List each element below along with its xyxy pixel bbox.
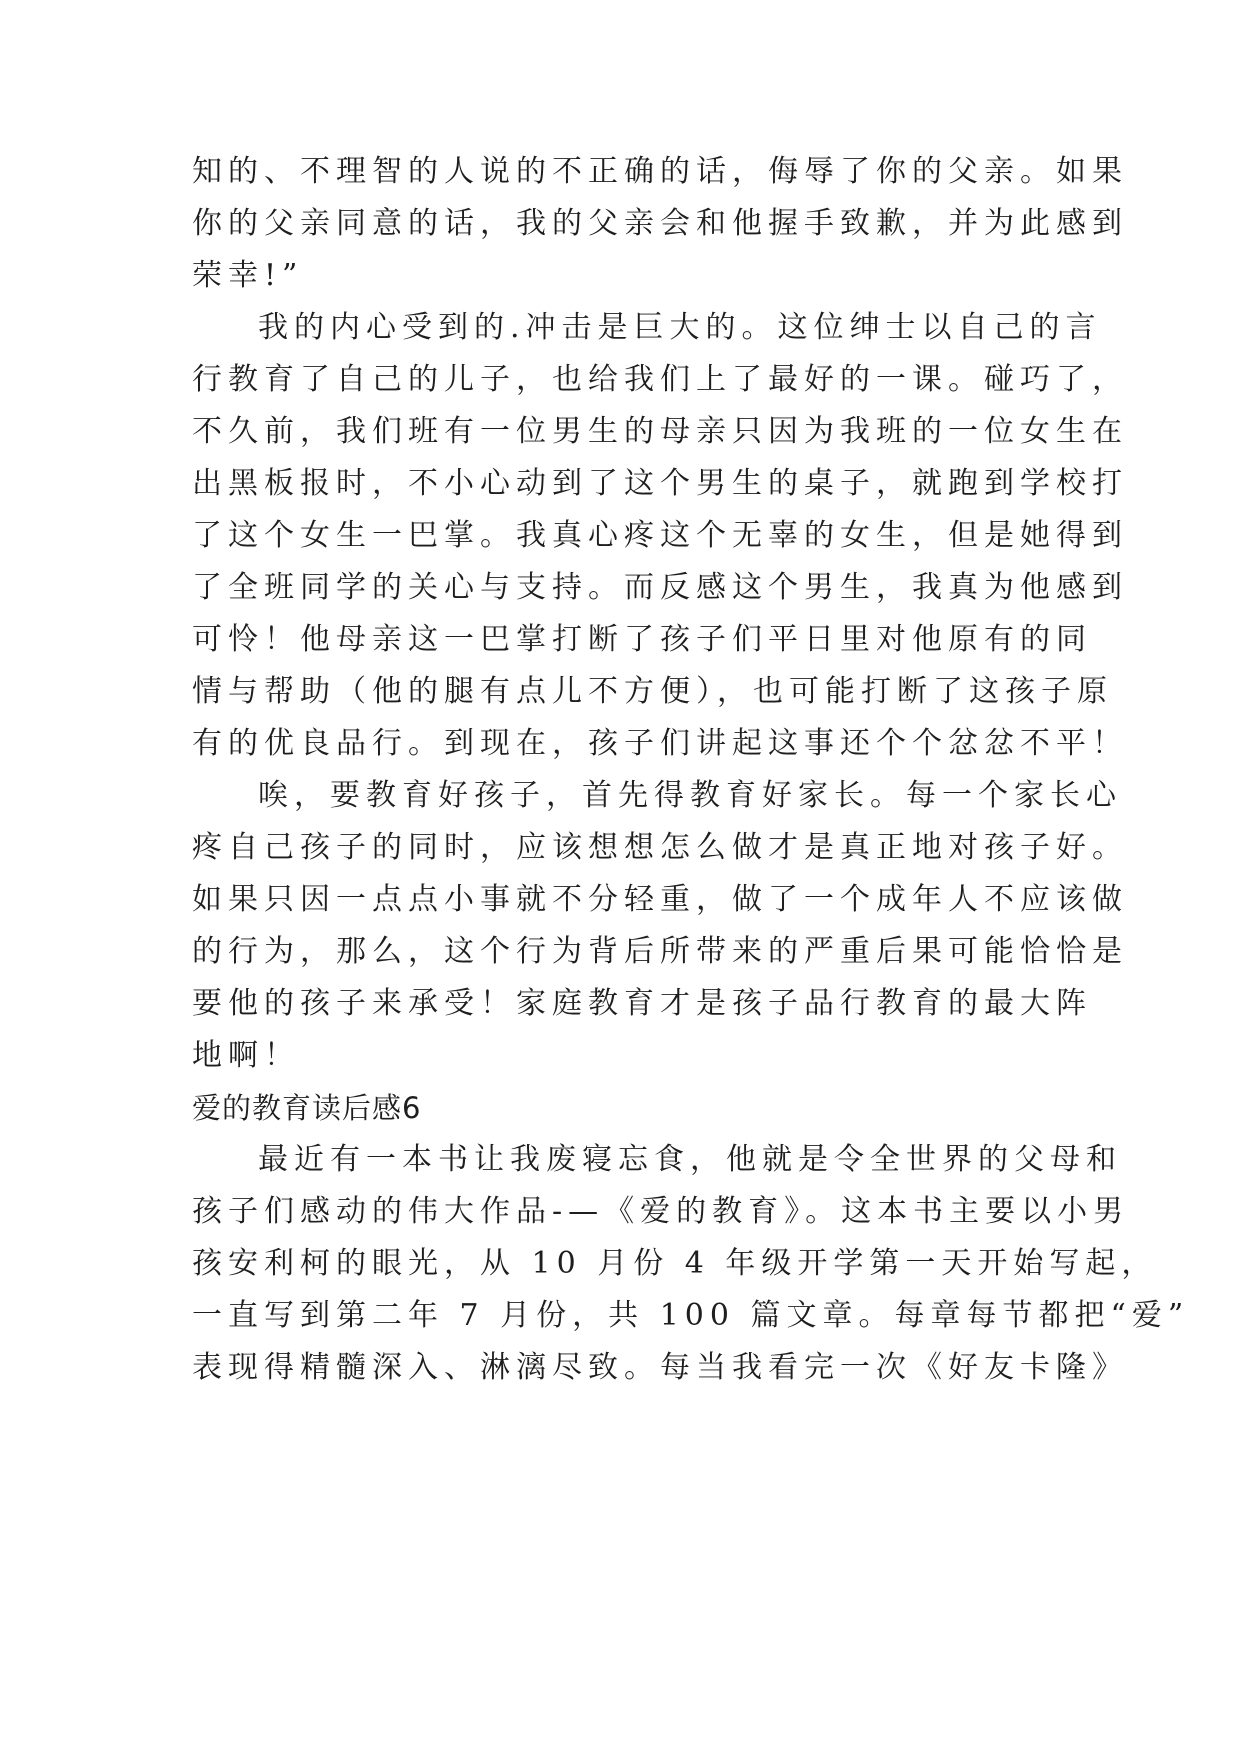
text-line: 疼自己孩子的同时，应该想想怎么做才是真正地对孩子好。 [192, 830, 1128, 865]
text-line: 地啊！ [192, 1038, 300, 1073]
text-line: 孩子们感动的伟大作品-—《爱的教育》。这本书主要以小男 [192, 1194, 1130, 1229]
text-line: 了这个女生一巴掌。我真心疼这个无辜的女生，但是她得到 [192, 518, 1128, 553]
text-line: 了全班同学的关心与支持。而反感这个男生，我真为他感到 [192, 570, 1128, 605]
text-line: 的行为，那么，这个行为背后所带来的严重后果可能恰恰是 [192, 934, 1128, 969]
text-line: 你的父亲同意的话，我的父亲会和他握手致歉，并为此感到 [192, 206, 1128, 241]
paragraph-start-line: 我的内心受到的.冲击是巨大的。这位绅士以自己的言 [258, 310, 1102, 345]
text-line: 孩安利柯的眼光，从 10 月份 4 年级开学第一天开始写起， [192, 1246, 1158, 1281]
paragraph-start-line: 最近有一本书让我废寝忘食，他就是令全世界的父母和 [258, 1142, 1122, 1177]
text-line: 一直写到第二年 7 月份，共 100 篇文章。每章每节都把“爱” [192, 1298, 1190, 1333]
section-heading: 爱的教育读后感6 [192, 1091, 422, 1125]
text-line: 不久前，我们班有一位男生的母亲只因为我班的一位女生在 [192, 414, 1128, 449]
text-line: 如果只因一点点小事就不分轻重，做了一个成年人不应该做 [192, 882, 1128, 917]
text-line: 知的、不理智的人说的不正确的话，侮辱了你的父亲。如果 [192, 154, 1128, 189]
text-line: 荣幸!” [192, 258, 304, 293]
text-line: 出黑板报时，不小心动到了这个男生的桌子，就跑到学校打 [192, 466, 1128, 501]
text-line: 表现得精髓深入、淋漓尽致。每当我看完一次《好友卡隆》 [192, 1350, 1128, 1385]
paragraph-start-line: 唉，要教育好孩子，首先得教育好家长。每一个家长心 [258, 778, 1122, 813]
text-line: 情与帮助（他的腿有点儿不方便），也可能打断了这孩子原 [192, 674, 1113, 709]
text-line: 要他的孩子来承受！家庭教育才是孩子品行教育的最大阵 [192, 986, 1092, 1021]
text-line: 可怜！他母亲这一巴掌打断了孩子们平日里对他原有的同 [192, 622, 1092, 657]
text-line: 有的优良品行。到现在，孩子们讲起这事还个个忿忿不平！ [192, 726, 1128, 761]
text-line: 行教育了自己的儿子，也给我们上了最好的一课。碰巧了， [192, 362, 1128, 397]
